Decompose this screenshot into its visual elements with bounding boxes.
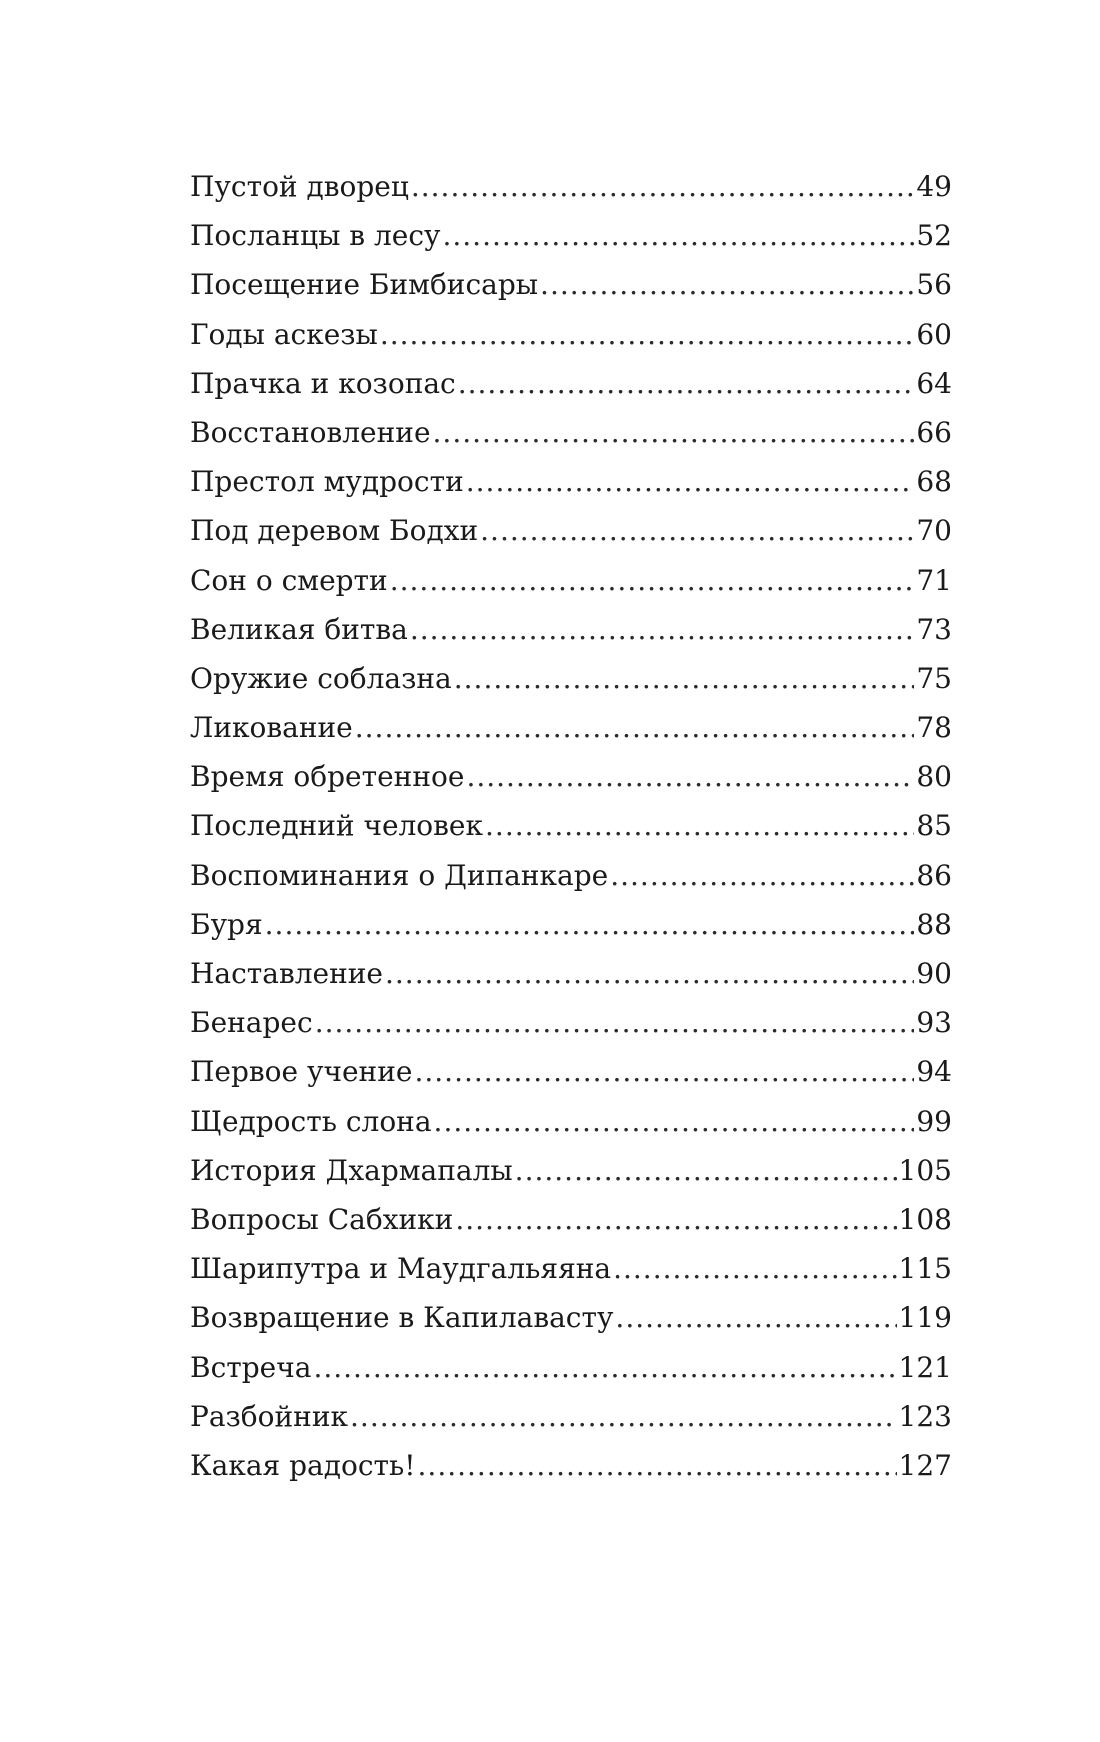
toc-entry-title: Пустой дворец <box>190 170 409 203</box>
toc-entry-page-number: 105 <box>898 1153 952 1187</box>
toc-entry-title: Оружие соблазна <box>190 661 452 695</box>
toc-entry <box>190 260 952 309</box>
toc-dot-leader <box>515 1146 897 1195</box>
toc-entry-page-number: 64 <box>916 366 952 400</box>
toc-entry <box>190 703 952 752</box>
toc-entry-title: Бенарес <box>190 1006 313 1040</box>
toc-entry-page-number: 70 <box>916 514 952 548</box>
toc-entry <box>190 1146 952 1195</box>
toc-entry <box>190 1244 952 1293</box>
toc-entry-title: Вопросы Сабхики <box>190 1202 454 1236</box>
toc-entry-title: Годы аскезы <box>190 317 378 351</box>
toc-dot-leader <box>265 900 915 949</box>
toc-entry <box>190 556 952 605</box>
toc-dot-leader <box>433 408 915 457</box>
toc-dot-leader <box>350 1392 897 1441</box>
toc-entry-page-number: 56 <box>916 268 952 302</box>
toc-dot-leader <box>442 211 914 260</box>
toc-entry <box>190 900 952 949</box>
toc-entry <box>190 605 952 654</box>
toc-entry-title: Ликование <box>190 711 353 745</box>
toc-entry-page-number: 88 <box>916 907 952 941</box>
toc-dot-leader <box>615 1293 896 1342</box>
toc-entry-title: История Дхармапалы <box>190 1153 513 1187</box>
toc-entry-title: Восстановление <box>190 415 431 449</box>
toc-entry <box>190 162 952 211</box>
toc-entry-title: Престол мудрости <box>190 465 464 499</box>
toc-entry-title: Щедрость слона <box>190 1104 432 1138</box>
toc-entry <box>190 752 952 801</box>
toc-entry <box>190 949 952 998</box>
toc-entry <box>190 211 952 260</box>
toc-entry <box>190 457 952 506</box>
toc-entry-title: Буря <box>190 907 263 941</box>
toc-entry-page-number: 119 <box>898 1301 952 1335</box>
toc-dot-leader <box>610 851 914 900</box>
toc-entry-page-number: 68 <box>916 465 952 499</box>
table-of-contents <box>190 162 952 1490</box>
toc-dot-leader <box>380 310 915 359</box>
toc-entry-title: Разбойник <box>190 1399 349 1433</box>
toc-entry-page-number: 108 <box>898 1202 952 1236</box>
toc-entry <box>190 998 952 1047</box>
toc-dot-leader <box>414 1047 914 1096</box>
toc-entry-page-number: 71 <box>916 563 952 597</box>
toc-entry-title: Какая радость! <box>190 1448 416 1482</box>
toc-entry-title: Шарипутра и Маудгальяяна <box>190 1252 612 1286</box>
toc-dot-leader <box>480 506 914 555</box>
toc-entry-page-number: 121 <box>898 1350 952 1384</box>
toc-dot-leader <box>540 260 914 309</box>
toc-entry-page-number: 86 <box>916 858 952 892</box>
toc-entry <box>190 801 952 850</box>
toc-dot-leader <box>410 605 915 654</box>
toc-entry-page-number: 66 <box>916 415 952 449</box>
toc-entry <box>190 1293 952 1342</box>
toc-entry <box>190 1392 952 1441</box>
toc-entry-title: Наставление <box>190 957 383 990</box>
toc-dot-leader <box>355 703 915 752</box>
toc-entry-title: Прачка и козопас <box>190 366 456 400</box>
toc-entry-page-number: 52 <box>916 219 952 253</box>
toc-dot-leader <box>385 949 914 998</box>
toc-entry-page-number: 90 <box>916 957 952 990</box>
toc-entry-page-number: 80 <box>916 760 952 794</box>
toc-entry <box>190 654 952 703</box>
toc-dot-leader <box>418 1441 897 1490</box>
toc-entry-page-number: 60 <box>916 317 952 351</box>
toc-dot-leader <box>466 457 915 506</box>
toc-entry-page-number: 115 <box>898 1252 952 1286</box>
toc-entry-page-number: 127 <box>898 1448 952 1482</box>
toc-entry <box>190 408 952 457</box>
toc-entry <box>190 1097 952 1146</box>
toc-dot-leader <box>390 556 915 605</box>
toc-entry-title: Возвращение в Капилавасту <box>190 1301 614 1335</box>
toc-entry-page-number: 99 <box>916 1104 952 1138</box>
toc-dot-leader <box>485 801 914 850</box>
toc-entry-page-number: 73 <box>916 612 952 646</box>
toc-entry <box>190 1343 952 1392</box>
toc-entry-title: Первое учение <box>190 1055 413 1089</box>
toc-entry-title: Последний человек <box>190 809 484 843</box>
toc-entry-page-number: 123 <box>898 1399 952 1433</box>
toc-entry <box>190 1195 952 1244</box>
toc-dot-leader <box>313 1343 896 1392</box>
toc-dot-leader <box>466 752 914 801</box>
toc-entry-title: Посещение Бимбисары <box>190 268 539 302</box>
toc-dot-leader <box>454 654 915 703</box>
toc-entry-title: Время обретенное <box>190 760 465 794</box>
toc-entry-title: Великая битва <box>190 612 408 646</box>
toc-entry-title: Под деревом Бодхи <box>190 514 479 548</box>
toc-dot-leader <box>613 1244 896 1293</box>
toc-entry-page-number: 94 <box>916 1055 952 1089</box>
toc-entry <box>190 1441 952 1490</box>
toc-entry-page-number: 49 <box>916 170 952 203</box>
toc-entry-title: Посланцы в лесу <box>190 219 441 253</box>
toc-entry-title: Воспоминания о Дипанкаре <box>190 858 609 892</box>
toc-entry <box>190 851 952 900</box>
toc-dot-leader <box>315 998 915 1047</box>
toc-entry <box>190 310 952 359</box>
toc-entry-title: Встреча <box>190 1350 312 1384</box>
toc-entry <box>190 506 952 555</box>
toc-entry-page-number: 78 <box>916 711 952 745</box>
toc-dot-leader <box>434 1097 915 1146</box>
toc-dot-leader <box>458 359 915 408</box>
toc-entry <box>190 1047 952 1096</box>
toc-entry-page-number: 75 <box>916 661 952 695</box>
toc-entry-page-number: 93 <box>916 1006 952 1040</box>
toc-entry <box>190 359 952 408</box>
toc-dot-leader <box>411 162 915 211</box>
toc-entry-page-number: 85 <box>916 809 952 843</box>
toc-entry-title: Сон о смерти <box>190 563 388 597</box>
toc-dot-leader <box>455 1195 896 1244</box>
